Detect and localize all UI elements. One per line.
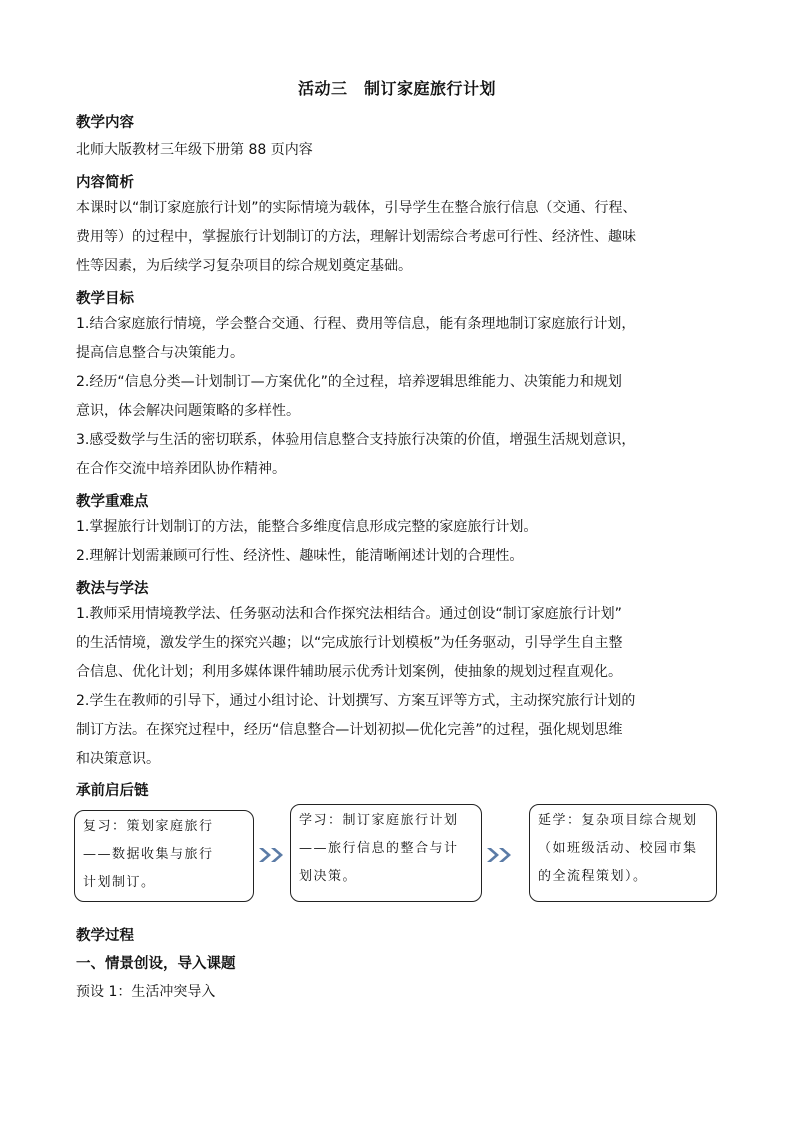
brief-line: 本课时以“制订家庭旅行计划”的实际情境为载体，引导学生在整合旅行信息（交通、行程、 (76, 200, 637, 216)
chain-box-line: 复习：策划家庭旅行 (83, 819, 214, 834)
methods-line: 2.学生在教师的引导下，通过小组讨论、计划撰写、方案互评等方式，主动探究旅行计划的 (76, 693, 636, 709)
chain-box-line: 的全流程策划）。 (538, 869, 648, 884)
methods-line: 的生活情境，激发学生的探究兴趣；以“完成旅行计划模板”为任务驱动，引导学生自主整 (76, 635, 623, 651)
content-text: 北师大版教材三年级下册第 88 页内容 (76, 142, 313, 158)
goals-paragraph (76, 310, 726, 484)
goals-line: 意识，体会解决问题策略的多样性。 (76, 403, 300, 419)
goals-line: 在合作交流中培养团队协作精神。 (76, 461, 286, 477)
section-heading-methods: 教法与学法 (76, 581, 149, 597)
section-heading-keypoints: 教学重难点 (76, 494, 149, 510)
brief-line: 性等因素，为后续学习复杂项目的综合规划奠定基础。 (76, 258, 412, 274)
goals-line: 1.结合家庭旅行情境，学会整合交通、行程、费用等信息，能有条理地制订家庭旅行计划， (76, 316, 636, 332)
goals-line: 3.感受数学与生活的密切联系，体验用信息整合支持旅行决策的价值，增强生活规划意识， (76, 432, 636, 448)
methods-line: 和决策意识。 (76, 751, 160, 767)
methods-line: 制订方法。在探究过程中，经历“信息整合—计划初拟—优化完善”的过程，强化规划思维 (76, 722, 623, 738)
methods-paragraph (76, 600, 726, 774)
section-heading-goals: 教学目标 (76, 291, 134, 307)
methods-line: 1.教师采用情境教学法、任务驱动法和合作探究法相结合。通过创设“制订家庭旅行计划” (76, 606, 622, 622)
chain-box-line: 学习：制订家庭旅行计划 (299, 813, 459, 828)
process-text: 预设 1：生活冲突导入 (76, 984, 216, 1000)
double-chevron-right-icon (257, 846, 289, 864)
goals-line: 提高信息整合与决策能力。 (76, 345, 244, 361)
brief-line: 费用等）的过程中，掌握旅行计划制订的方法，理解计划需综合考虑可行性、经济性、趣味 (76, 229, 636, 245)
chain-box-line: 划决策。 (299, 869, 358, 884)
chain-box-review (74, 810, 254, 902)
page-title: 活动三 制订家庭旅行计划 (297, 79, 496, 98)
chain-box-line: ——数据收集与旅行 (83, 847, 214, 862)
keypoints-paragraph (76, 513, 726, 571)
section-heading-chain: 承前启后链 (76, 783, 149, 799)
chain-box-line: 延学：复杂项目综合规划 (538, 813, 698, 828)
double-chevron-right-icon (485, 846, 517, 864)
chain-box-line: 计划制订。 (83, 875, 156, 890)
chain-box-extend (529, 804, 717, 902)
section-heading-process: 教学过程 (76, 928, 134, 944)
keypoints-line: 1.掌握旅行计划制订的方法，能整合多维度信息形成完整的家庭旅行计划。 (76, 519, 538, 535)
chain-box-learn (290, 804, 482, 902)
methods-line: 合信息、优化计划；利用多媒体课件辅助展示优秀计划案例，使抽象的规划过程直观化。 (76, 664, 622, 680)
process-subheading: 一、情景创设，导入课题 (76, 956, 236, 972)
section-heading-brief: 内容简析 (76, 175, 134, 191)
section-heading-content: 教学内容 (76, 115, 134, 131)
chain-box-line: ——旅行信息的整合与计 (299, 841, 459, 856)
chain-box-line: （如班级活动、校园市集 (538, 841, 698, 856)
brief-paragraph (76, 194, 726, 281)
goals-line: 2.经历“信息分类—计划制订—方案优化”的全过程，培养逻辑思维能力、决策能力和规划 (76, 374, 622, 390)
keypoints-line: 2.理解计划需兼顾可行性、经济性、趣味性，能清晰阐述计划的合理性。 (76, 548, 524, 564)
